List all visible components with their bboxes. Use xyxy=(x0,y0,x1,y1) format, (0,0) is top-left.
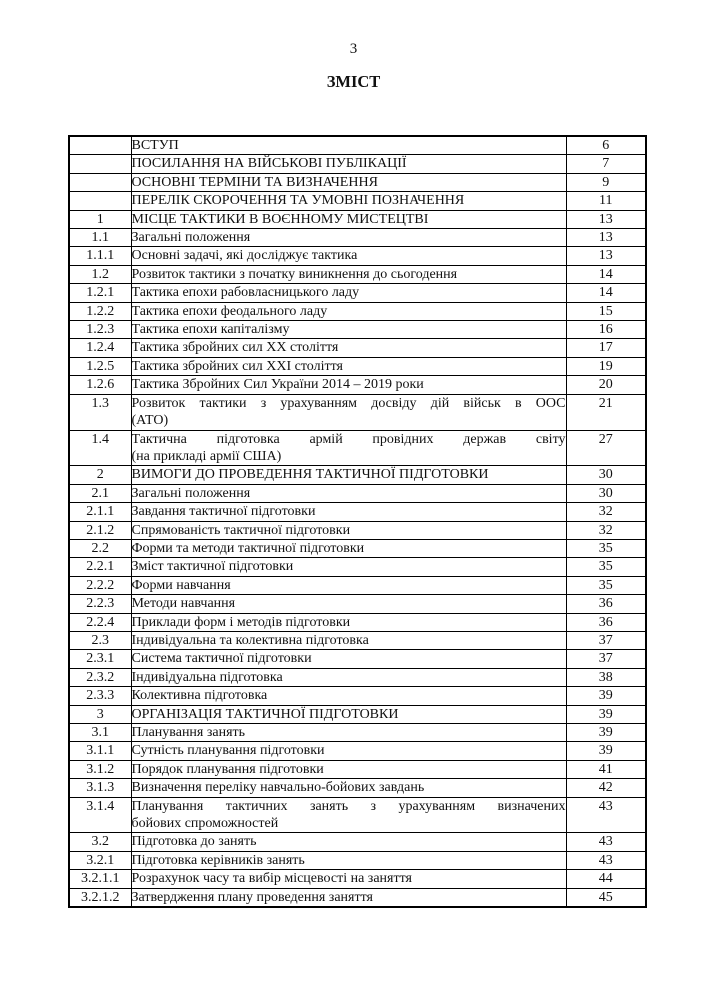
toc-row-page: 14 xyxy=(566,265,646,283)
toc-row-number: 2.3.2 xyxy=(69,668,131,686)
toc-row-page: 13 xyxy=(566,229,646,247)
toc-row-title: Розвиток тактики з початку виникнення до сьогодення xyxy=(131,265,566,283)
toc-row xyxy=(69,430,646,466)
toc-row-page: 7 xyxy=(566,155,646,173)
toc-row-number: 2.2 xyxy=(69,539,131,557)
toc-row-number: 1.2.3 xyxy=(69,321,131,339)
toc-row-number: 2.3.1 xyxy=(69,650,131,668)
toc-row-page: 35 xyxy=(566,539,646,557)
toc-row-number xyxy=(69,192,131,210)
toc-row-number: 2.1.2 xyxy=(69,521,131,539)
toc-row xyxy=(69,760,646,778)
page-number: 3 xyxy=(349,41,358,57)
toc-row-title: ВСТУП xyxy=(131,136,566,155)
toc-row-title-line: Тактична підготовка армій провідних держав світу xyxy=(131,431,566,447)
toc-row-title: Загальні положення xyxy=(131,484,566,502)
toc-row-title: Основні задачі, які досліджує тактика xyxy=(131,247,566,265)
toc-row-number: 1.3 xyxy=(69,394,131,430)
toc-row-title: Система тактичної підготовки xyxy=(131,650,566,668)
toc-row-number: 1.2.4 xyxy=(69,339,131,357)
toc-row-title: Завдання тактичної підготовки xyxy=(131,503,566,521)
toc-row xyxy=(69,668,646,686)
toc-row-title: Порядок планування підготовки xyxy=(131,760,566,778)
toc-row-title: Індивідуальна підготовка xyxy=(131,668,566,686)
toc-row-number xyxy=(69,155,131,173)
toc-row-page: 42 xyxy=(566,779,646,797)
toc-row xyxy=(69,539,646,557)
toc-row-page: 39 xyxy=(566,687,646,705)
toc-row xyxy=(69,394,646,430)
toc-row-number: 1.4 xyxy=(69,430,131,466)
toc-row-title: Тактика збройних сил ХХІ століття xyxy=(131,357,566,375)
toc-row-title: Планування занять xyxy=(131,724,566,742)
toc-row xyxy=(69,484,646,502)
toc-row-number: 1 xyxy=(69,210,131,228)
toc-row-number: 3.2.1.1 xyxy=(69,870,131,888)
toc-row-page: 35 xyxy=(566,576,646,594)
toc-row-title: Тактика епохи феодального ладу xyxy=(131,302,566,320)
toc-row-page: 43 xyxy=(566,851,646,869)
toc-row-title: Підготовка до занять xyxy=(131,833,566,851)
toc-row xyxy=(69,779,646,797)
toc-row-title: Спрямованість тактичної підготовки xyxy=(131,521,566,539)
toc-row-page: 11 xyxy=(566,192,646,210)
toc-row-title: Загальні положення xyxy=(131,229,566,247)
toc-row xyxy=(69,192,646,210)
toc-row-page: 39 xyxy=(566,724,646,742)
toc-row xyxy=(69,302,646,320)
toc-row-title: Тактика Збройних Сил України 2014 – 2019 роки xyxy=(131,376,566,394)
toc-row-number: 2.2.3 xyxy=(69,595,131,613)
toc-row-title xyxy=(131,394,566,430)
toc-row-page: 35 xyxy=(566,558,646,576)
toc-row-title: ВИМОГИ ДО ПРОВЕДЕННЯ ТАКТИЧНОЇ ПІДГОТОВКИ xyxy=(131,466,566,484)
toc-row-page: 37 xyxy=(566,650,646,668)
toc-row-page: 20 xyxy=(566,376,646,394)
toc-row-page: 36 xyxy=(566,595,646,613)
toc-row xyxy=(69,631,646,649)
toc-row xyxy=(69,376,646,394)
toc-row-title-line: Розвиток тактики з урахуванням досвіду дій військ в ООС xyxy=(131,395,566,411)
toc-row-title: Форми навчання xyxy=(131,576,566,594)
toc-row-title: ОРГАНІЗАЦІЯ ТАКТИЧНОЇ ПІДГОТОВКИ xyxy=(131,705,566,723)
toc-row-page: 41 xyxy=(566,760,646,778)
toc-row xyxy=(69,687,646,705)
toc-row-page: 13 xyxy=(566,247,646,265)
toc-row-title xyxy=(131,430,566,466)
toc-row-number: 1.2.6 xyxy=(69,376,131,394)
toc-row xyxy=(69,888,646,907)
toc-row xyxy=(69,576,646,594)
toc-row-page: 13 xyxy=(566,210,646,228)
toc-row xyxy=(69,284,646,302)
toc-row-page: 43 xyxy=(566,797,646,833)
toc-row-title: Сутність планування підготовки xyxy=(131,742,566,760)
toc-row-title: Форми та методи тактичної підготовки xyxy=(131,539,566,557)
toc-row-page: 6 xyxy=(566,136,646,155)
toc-row-page: 17 xyxy=(566,339,646,357)
toc-table-body xyxy=(69,136,646,907)
toc-row-number: 1.2.5 xyxy=(69,357,131,375)
toc-row-page: 32 xyxy=(566,521,646,539)
toc-row-title: Затвердження плану проведення заняття xyxy=(131,888,566,907)
toc-row-number: 2.1 xyxy=(69,484,131,502)
toc-row-title: Визначення переліку навчально-бойових завдань xyxy=(131,779,566,797)
toc-row xyxy=(69,833,646,851)
toc-row-title: Підготовка керівників занять xyxy=(131,851,566,869)
toc-row-number: 3 xyxy=(69,705,131,723)
toc-row-number xyxy=(69,173,131,191)
toc-row xyxy=(69,210,646,228)
toc-row xyxy=(69,724,646,742)
toc-row xyxy=(69,870,646,888)
toc-row-number: 3.1 xyxy=(69,724,131,742)
toc-row-title: МІСЦЕ ТАКТИКИ В ВОЄННОМУ МИСТЕЦТВІ xyxy=(131,210,566,228)
toc-row xyxy=(69,797,646,833)
toc-row-number: 2.3.3 xyxy=(69,687,131,705)
toc-row-page: 14 xyxy=(566,284,646,302)
toc-row-page: 39 xyxy=(566,742,646,760)
toc-row-number: 3.1.3 xyxy=(69,779,131,797)
toc-row xyxy=(69,136,646,155)
toc-row xyxy=(69,742,646,760)
toc-row xyxy=(69,558,646,576)
toc-row-title: Колективна підготовка xyxy=(131,687,566,705)
toc-row-number: 3.1.1 xyxy=(69,742,131,760)
toc-row-title: Методи навчання xyxy=(131,595,566,613)
toc-row-page: 15 xyxy=(566,302,646,320)
toc-row-number: 2.2.1 xyxy=(69,558,131,576)
toc-row-number: 3.2.1.2 xyxy=(69,888,131,907)
toc-row-page: 37 xyxy=(566,631,646,649)
toc-row-page: 27 xyxy=(566,430,646,466)
toc-row-page: 39 xyxy=(566,705,646,723)
toc-row-number: 1.2.2 xyxy=(69,302,131,320)
toc-row-page: 21 xyxy=(566,394,646,430)
toc-row-number: 2.2.4 xyxy=(69,613,131,631)
toc-row xyxy=(69,321,646,339)
page-title: ЗМІСТ xyxy=(326,72,381,91)
toc-row xyxy=(69,503,646,521)
toc-row-title: Зміст тактичної підготовки xyxy=(131,558,566,576)
toc-row xyxy=(69,650,646,668)
toc-row xyxy=(69,595,646,613)
toc-row xyxy=(69,247,646,265)
toc-row xyxy=(69,173,646,191)
toc-row-number: 3.2 xyxy=(69,833,131,851)
toc-row-number: 2.3 xyxy=(69,631,131,649)
toc-row xyxy=(69,613,646,631)
toc-row-number: 2.2.2 xyxy=(69,576,131,594)
toc-row-page: 19 xyxy=(566,357,646,375)
toc-row-page: 44 xyxy=(566,870,646,888)
toc-row-number: 2.1.1 xyxy=(69,503,131,521)
toc-row-number: 3.2.1 xyxy=(69,851,131,869)
toc-row xyxy=(69,229,646,247)
toc-row xyxy=(69,851,646,869)
toc-row-page: 30 xyxy=(566,484,646,502)
toc-row-title: Тактика збройних сил ХХ століття xyxy=(131,339,566,357)
toc-row xyxy=(69,705,646,723)
toc-row-title-line: (на прикладі армії США) xyxy=(131,448,282,464)
toc-row-title: Розрахунок часу та вибір місцевості на заняття xyxy=(131,870,566,888)
toc-row-title: ПОСИЛАННЯ НА ВІЙСЬКОВІ ПУБЛІКАЦІЇ xyxy=(131,155,566,173)
toc-row-title: Тактика епохи капіталізму xyxy=(131,321,566,339)
toc-row-number: 3.1.4 xyxy=(69,797,131,833)
toc-row-page: 43 xyxy=(566,833,646,851)
toc-row-title: ПЕРЕЛІК СКОРОЧЕННЯ ТА УМОВНІ ПОЗНАЧЕННЯ xyxy=(131,192,566,210)
toc-row-title-line: Планування тактичних занять з урахуванням визначених xyxy=(131,798,566,814)
toc-row xyxy=(69,466,646,484)
toc-row-page: 45 xyxy=(566,888,646,907)
toc-row-number: 1.1.1 xyxy=(69,247,131,265)
toc-row-number: 1.1 xyxy=(69,229,131,247)
toc-row-number: 1.2 xyxy=(69,265,131,283)
toc-table xyxy=(68,135,647,908)
toc-row-number: 3.1.2 xyxy=(69,760,131,778)
toc-row-title-line: бойових спроможностей xyxy=(131,816,279,832)
toc-row-number xyxy=(69,136,131,155)
toc-row-title: ОСНОВНІ ТЕРМІНИ ТА ВИЗНАЧЕННЯ xyxy=(131,173,566,191)
toc-row-title xyxy=(131,797,566,833)
toc-row xyxy=(69,155,646,173)
toc-row-title-line: (АТО) xyxy=(131,413,169,429)
toc-row-title: Приклади форм і методів підготовки xyxy=(131,613,566,631)
toc-row-page: 36 xyxy=(566,613,646,631)
toc-row xyxy=(69,339,646,357)
toc-row-page: 16 xyxy=(566,321,646,339)
toc-row xyxy=(69,265,646,283)
toc-row-page: 32 xyxy=(566,503,646,521)
toc-row-title: Індивідуальна та колективна підготовка xyxy=(131,631,566,649)
toc-row-page: 9 xyxy=(566,173,646,191)
toc-row-page: 38 xyxy=(566,668,646,686)
toc-row-number: 2 xyxy=(69,466,131,484)
toc-row-page: 30 xyxy=(566,466,646,484)
toc-row xyxy=(69,357,646,375)
toc-row-number: 1.2.1 xyxy=(69,284,131,302)
toc-row xyxy=(69,521,646,539)
toc-row-title: Тактика епохи рабовласницького ладу xyxy=(131,284,566,302)
